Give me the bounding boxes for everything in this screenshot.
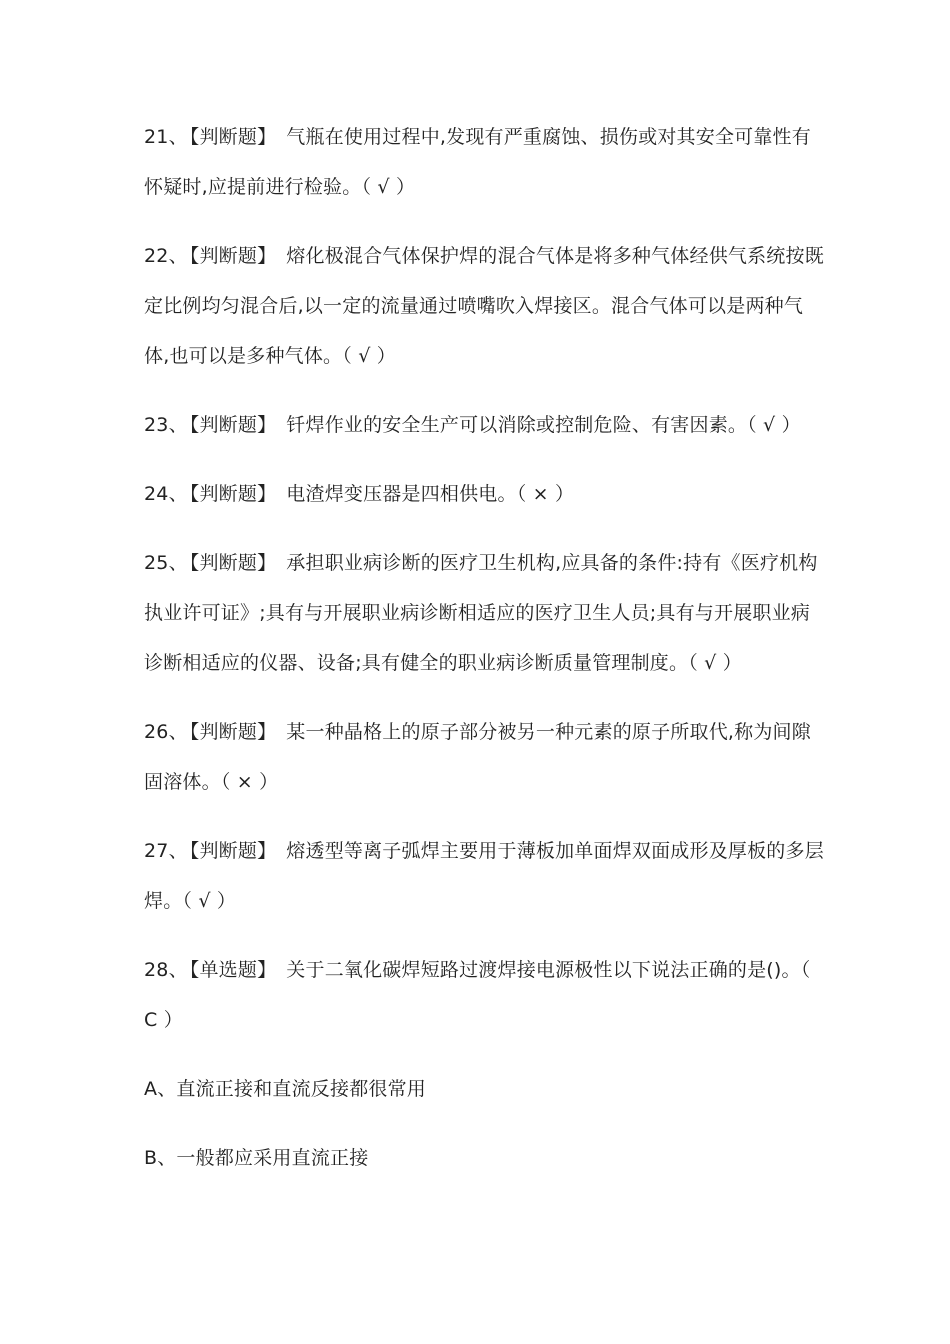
question-number: 25、 bbox=[144, 552, 188, 574]
question-number: 26、 bbox=[144, 721, 188, 743]
option-b: B、一般都应采用直流正接 bbox=[144, 1147, 369, 1169]
question-text: 承担职业病诊断的医疗卫生机构,应具备的条件:持有《医疗机构执业许可证》;具有与开展职业病诊断相适应的医疗卫生人员;具有与开展职业病诊断相适应的仪器、设备;具有健全的职业病诊断质量管理制度。 bbox=[144, 552, 818, 674]
question-text: 熔化极混合气体保护焊的混合气体是将多种气体经供气系统按既定比例均匀混合后,以一定的流量通过喷嘴吹入焊接区。混合气体可以是两种气体,也可以是多种气体。 bbox=[144, 245, 824, 367]
question-type: 【判断题】 bbox=[189, 245, 277, 267]
question-answer: （ C ） bbox=[144, 959, 811, 1031]
option-a: A、直流正接和直流反接都很常用 bbox=[144, 1078, 426, 1100]
question-24 bbox=[144, 469, 824, 519]
question-number: 27、 bbox=[144, 840, 188, 862]
question-number: 28、 bbox=[144, 959, 188, 981]
question-number: 23、 bbox=[144, 414, 188, 436]
question-answer: （ √ ） bbox=[182, 890, 237, 912]
question-text: 熔透型等离子弧焊主要用于薄板加单面焊双面成形及厚板的多层焊。 bbox=[144, 840, 824, 912]
question-answer: （ × ） bbox=[220, 771, 279, 793]
question-text: 气瓶在使用过程中,发现有严重腐蚀、损伤或对其安全可靠性有怀疑时,应提前进行检验。 bbox=[144, 126, 811, 198]
question-26 bbox=[144, 707, 824, 807]
question-number: 21、 bbox=[144, 126, 188, 148]
question-type: 【判断题】 bbox=[189, 721, 277, 743]
question-text: 关于二氧化碳焊短路过渡焊接电源极性以下说法正确的是()。 bbox=[286, 959, 801, 981]
question-answer: （ × ） bbox=[516, 483, 575, 505]
question-type: 【单选题】 bbox=[189, 959, 277, 981]
question-25 bbox=[144, 538, 824, 688]
question-27 bbox=[144, 826, 824, 926]
question-type: 【判断题】 bbox=[189, 552, 277, 574]
question-number: 22、 bbox=[144, 245, 188, 267]
question-type: 【判断题】 bbox=[189, 126, 277, 148]
question-type: 【判断题】 bbox=[189, 483, 277, 505]
question-answer: （ √ ） bbox=[342, 345, 396, 367]
question-answer: （ √ ） bbox=[747, 414, 801, 436]
question-text: 钎焊作业的安全生产可以消除或控制危险、有害因素。 bbox=[286, 414, 748, 436]
question-21 bbox=[144, 112, 824, 212]
question-type: 【判断题】 bbox=[189, 414, 277, 436]
question-text: 电渣焊变压器是四相供电。 bbox=[286, 483, 517, 505]
question-number: 24、 bbox=[144, 483, 188, 505]
question-28 bbox=[144, 945, 824, 1045]
question-answer: （ √ ） bbox=[688, 652, 742, 674]
question-22 bbox=[144, 231, 824, 381]
question-list bbox=[144, 112, 824, 1202]
question-23 bbox=[144, 400, 824, 450]
question-text: 某一种晶格上的原子部分被另一种元素的原子所取代,称为间隙固溶体。 bbox=[144, 721, 811, 793]
question-answer: （ √ ） bbox=[361, 176, 416, 198]
question-type: 【判断题】 bbox=[189, 840, 277, 862]
